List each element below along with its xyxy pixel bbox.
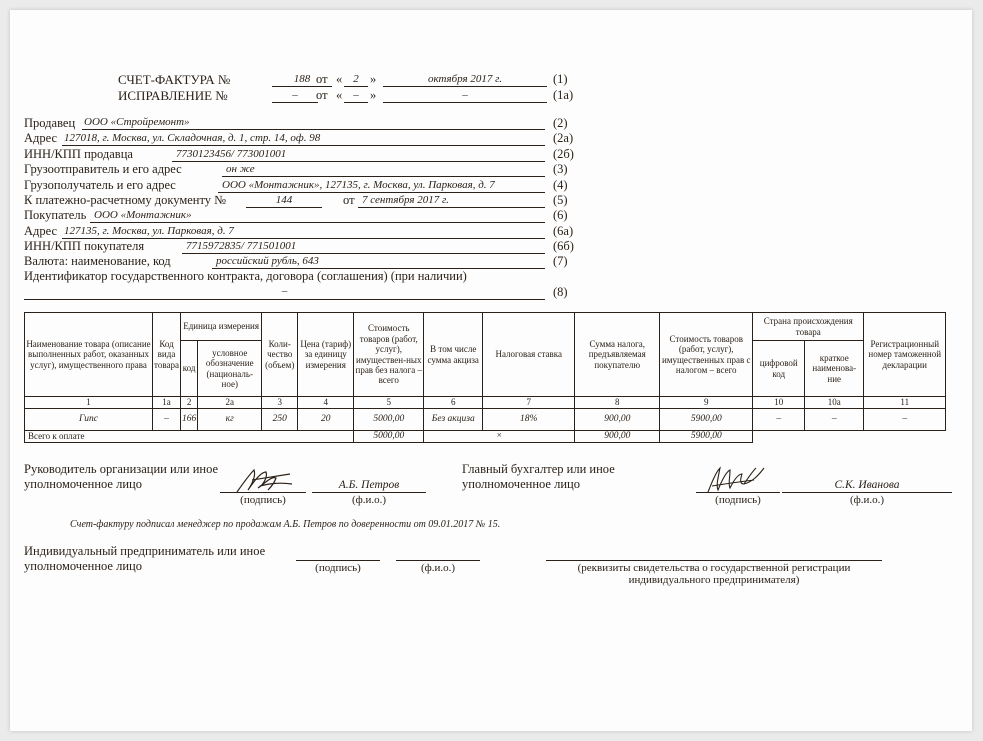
invoice-from: от [316, 72, 328, 86]
consignee-value: ООО «Монтажник», 127135, г. Москва, ул. Парковая, д. 7 [222, 179, 495, 191]
col-number: 2 [181, 397, 198, 409]
invoice-day: 2 [353, 73, 359, 85]
col-number: 1 [25, 397, 153, 409]
entrepreneur-name-caption: (ф.и.о.) [420, 562, 456, 574]
head-name: А.Б. Петров [338, 479, 400, 491]
correction-quote-close: » [370, 88, 377, 102]
col-header-tax-rate: Налоговая ставка [483, 313, 575, 397]
cell-tax-amount: 900,00 [575, 409, 660, 431]
head-sign-caption: (подпись) [240, 494, 286, 506]
invoice-page [10, 10, 972, 731]
contract-id-code: (8) [553, 285, 568, 299]
correction-quote-open: « [336, 88, 343, 102]
head-name-caption: (ф.и.о.) [351, 494, 387, 506]
seller-address-label: Адрес [24, 131, 58, 145]
accountant-signature-image [704, 462, 770, 496]
correction-from: от [316, 88, 328, 102]
col-number: 10 [753, 397, 805, 409]
payment-doc-code: (5) [553, 193, 568, 207]
chief-accountant-label: Главный бухгалтер или иное уполномоченное лицо [462, 462, 615, 491]
proxy-note: Счет-фактуру подписал менеджер по продажам А.Б. Петров по доверенности от 09.01.2017 № 15. [70, 519, 501, 530]
accountant-name-caption: (ф.и.о.) [849, 494, 885, 506]
cell-country-code: – [753, 409, 805, 431]
col-header-customs: Регистрационный номер таможенной декларации [864, 313, 946, 397]
currency-value: российский рубль, 643 [216, 255, 319, 267]
payment-doc-from: от [343, 193, 355, 207]
buyer-code: (6) [553, 208, 568, 222]
col-header-unit-symbol: условное обозначение (националь-ное) [198, 341, 262, 397]
payment-doc-label: К платежно-расчетному документу № [24, 193, 227, 207]
col-header-cost: Стоимость товаров (работ, услуг), имуществен-ных прав без налога – всего [354, 313, 424, 397]
seller-inn-code: (2б) [553, 147, 574, 161]
buyer-address-label: Адрес [24, 224, 58, 238]
col-header-kind-code: Код вида товара [153, 313, 181, 397]
seller-address-code: (2а) [553, 131, 574, 145]
buyer-inn-code: (6б) [553, 239, 574, 253]
col-number: 4 [298, 397, 354, 409]
entrepreneur-sign-caption: (подпись) [315, 562, 361, 574]
total-cost-with-tax: 5900,00 [660, 431, 753, 443]
correction-title: ИСПРАВЛЕНИЕ № [118, 88, 228, 103]
accountant-name: С.К. Иванова [834, 479, 900, 491]
currency-code: (7) [553, 254, 568, 268]
buyer-address-code: (6а) [553, 224, 574, 238]
col-number: 11 [864, 397, 946, 409]
cell-quantity: 250 [262, 409, 298, 431]
correction-day: – [353, 89, 359, 101]
invoice-quote-open: « [336, 72, 343, 86]
cell-country-name: – [805, 409, 864, 431]
total-tax-amount: 900,00 [575, 431, 660, 443]
seller-label: Продавец [24, 116, 76, 130]
consignee-label: Грузополучатель и его адрес [24, 178, 176, 192]
cell-unit-code: 166 [181, 409, 198, 431]
correction-date: – [462, 89, 468, 101]
buyer-label: Покупатель [24, 208, 87, 222]
shipper-label: Грузоотправитель и его адрес [24, 162, 182, 176]
col-number: 8 [575, 397, 660, 409]
col-number: 7 [483, 397, 575, 409]
cell-name: Гипс [25, 409, 153, 431]
cell-customs: – [864, 409, 946, 431]
cell-cost: 5000,00 [354, 409, 424, 431]
col-number: 9 [660, 397, 753, 409]
invoice-quote-close: » [370, 72, 377, 86]
total-excise-rate: × [424, 431, 575, 443]
cell-excise: Без акциза [424, 409, 483, 431]
line-code-1a: (1а) [553, 88, 574, 102]
col-number: 1а [153, 397, 181, 409]
buyer-inn-label: ИНН/КПП покупателя [24, 239, 145, 253]
cell-price: 20 [298, 409, 354, 431]
seller-inn-value: 7730123456/ 773001001 [176, 148, 287, 160]
col-number: 10а [805, 397, 864, 409]
head-label: Руководитель организации или иное уполномоченное лицо [24, 462, 219, 491]
cell-cost-with-tax: 5900,00 [660, 409, 753, 431]
accountant-sign-caption: (подпись) [715, 494, 761, 506]
buyer-value: ООО «Монтажник» [94, 209, 192, 221]
buyer-inn-value: 7715972835/ 771501001 [186, 240, 297, 252]
cell-kind-code: – [153, 409, 181, 431]
col-header-unit-code: код [181, 341, 198, 397]
invoice-title: СЧЕТ-ФАКТУРА № [118, 72, 231, 87]
col-header-quantity: Коли-чество (объем) [262, 313, 298, 397]
invoice-number: 188 [293, 73, 311, 85]
invoice-month-year: октября 2017 г. [427, 73, 503, 85]
seller-code: (2) [553, 116, 568, 130]
col-header-excise: В том числе сумма акциза [424, 313, 483, 397]
col-number: 6 [424, 397, 483, 409]
contract-id-label: Идентификатор государственного контракта, договора (соглашения) (при наличии) [24, 269, 467, 283]
registration-caption: (реквизиты свидетельства о государственной регистрации индивидуального предпринимателя) [577, 562, 851, 586]
contract-id-value: – [281, 285, 288, 297]
payment-doc-number: 144 [275, 194, 293, 206]
seller-inn-label: ИНН/КПП продавца [24, 147, 133, 161]
cell-unit-symbol: кг [198, 409, 262, 431]
col-header-tax-amount: Сумма налога, предъявляемая покупателю [575, 313, 660, 397]
payment-doc-date: 7 сентября 2017 г. [362, 194, 449, 206]
currency-label: Валюта: наименование, код [24, 254, 171, 268]
line-code-1: (1) [553, 72, 568, 86]
shipper-code: (3) [553, 162, 568, 176]
seller-address-value: 127018, г. Москва, ул. Складочная, д. 1, стр. 14, оф. 98 [64, 132, 321, 144]
consignee-code: (4) [553, 178, 568, 192]
col-header-country-code: цифровой код [753, 341, 805, 397]
cell-tax-rate: 18% [483, 409, 575, 431]
correction-number: – [292, 89, 298, 101]
col-header-country-name: краткое наименова-ние [805, 341, 864, 397]
entrepreneur-label: Индивидуальный предприниматель или иное уполномоченное лицо [24, 544, 266, 573]
col-header-country: Страна происхождения товара [753, 313, 864, 341]
buyer-address-value: 127135, г. Москва, ул. Парковая, д. 7 [64, 225, 234, 237]
col-header-unit: Единица измерения [181, 313, 262, 341]
col-header-name: Наименование товара (описание выполненных работ, оказанных услуг), имущественного права [25, 313, 153, 397]
shipper-value: он же [226, 163, 255, 175]
table-row [25, 409, 946, 431]
col-header-price: Цена (тариф) за единицу измерения [298, 313, 354, 397]
total-row [25, 431, 946, 443]
invoice-table [24, 312, 946, 443]
col-number: 2а [198, 397, 262, 409]
total-label: Всего к оплате [25, 431, 354, 443]
col-number: 3 [262, 397, 298, 409]
total-cost: 5000,00 [354, 431, 424, 443]
seller-value: ООО «Стройремонт» [84, 116, 190, 128]
col-number: 5 [354, 397, 424, 409]
col-header-cost-with-tax: Стоимость товаров (работ, услуг), имущественных прав с налогом – всего [660, 313, 753, 397]
